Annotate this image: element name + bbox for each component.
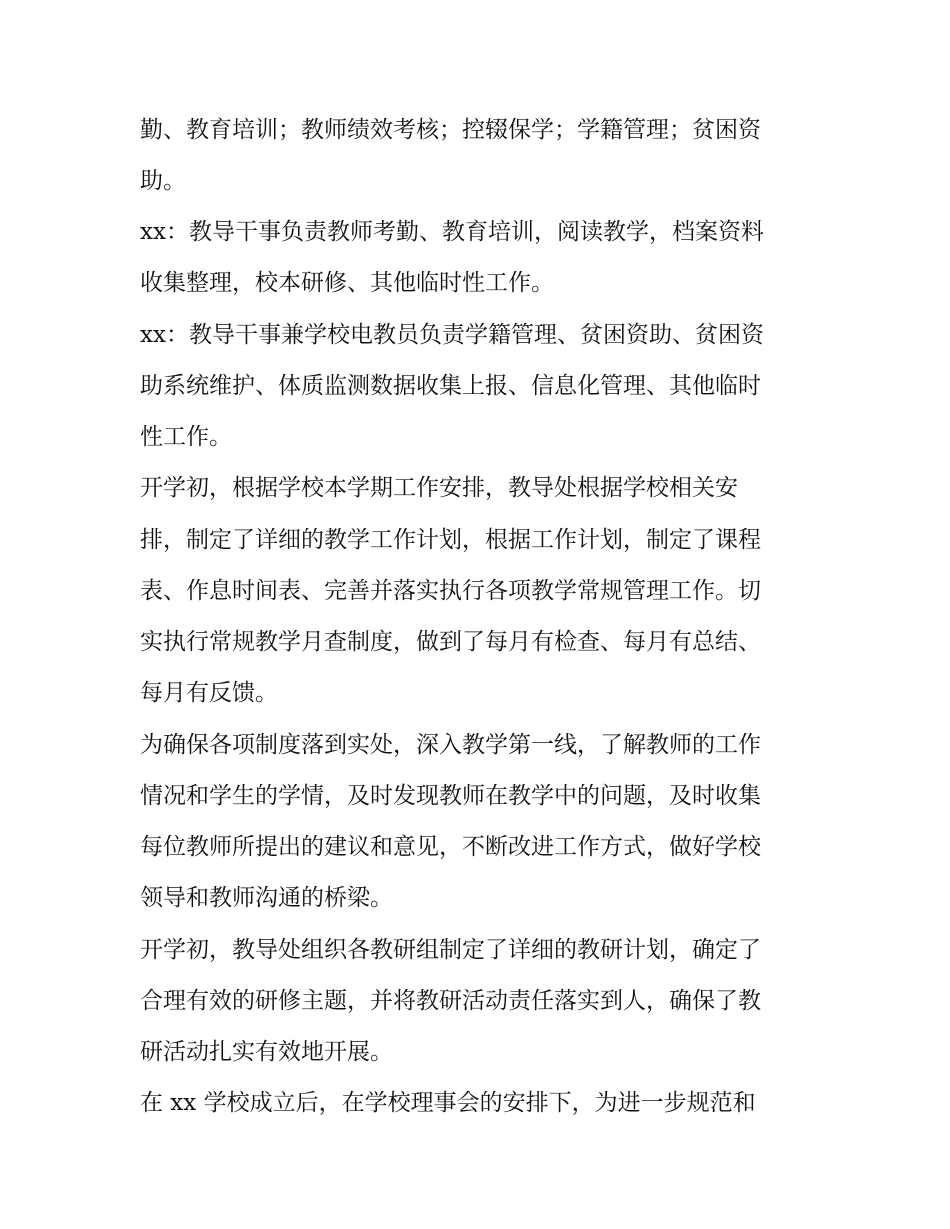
text-line: xx：教导干事负责教师考勤、教育培训，阅读教学，档案资料 [140, 219, 764, 245]
text-line: 每位教师所提出的建议和意见，不断改进工作方式，做好学校 [140, 834, 761, 860]
text-line: 助系统维护、体质监测数据收集上报、信息化管理、其他临时 [140, 373, 761, 399]
text-line: 排，制定了详细的教学工作计划，根据工作计划，制定了课程 [140, 527, 761, 553]
text-line: 为确保各项制度落到实处，深入教学第一线，了解教师的工作 [140, 732, 761, 758]
text-line: 在 xx 学校成立后，在学校理事会的安排下，为进一步规范和 [140, 1090, 756, 1116]
text-line: 开学初，教导处组织各教研组制定了详细的教研计划，确定了 [140, 937, 761, 963]
text-line: 实执行常规教学月查制度，做到了每月有检查、每月有总结、 [140, 629, 761, 655]
text-line: 表、作息时间表、完善并落实执行各项教学常规管理工作。切 [140, 578, 761, 604]
text-line: 领导和教师沟通的桥梁。 [140, 885, 393, 911]
text-line: 收集整理，校本研修、其他临时性工作。 [140, 270, 554, 296]
text-line: 合理有效的研修主题，并将教研活动责任落实到人，确保了教 [140, 988, 761, 1014]
text-line: 研活动扎实有效地开展。 [140, 1039, 393, 1065]
text-line: 助。 [140, 168, 186, 194]
text-line: xx：教导干事兼学校电教员负责学籍管理、贫困资助、贫困资 [140, 322, 764, 348]
text-line: 勤、教育培训；教师绩效考核；控辍保学；学籍管理；贫困资 [140, 117, 761, 143]
text-line: 性工作。 [140, 424, 232, 450]
text-line: 情况和学生的学情，及时发现教师在教学中的问题，及时收集 [140, 783, 761, 809]
text-line: 开学初，根据学校本学期工作安排，教导处根据学校相关安 [140, 475, 738, 501]
text-line: 每月有反馈。 [140, 680, 278, 706]
